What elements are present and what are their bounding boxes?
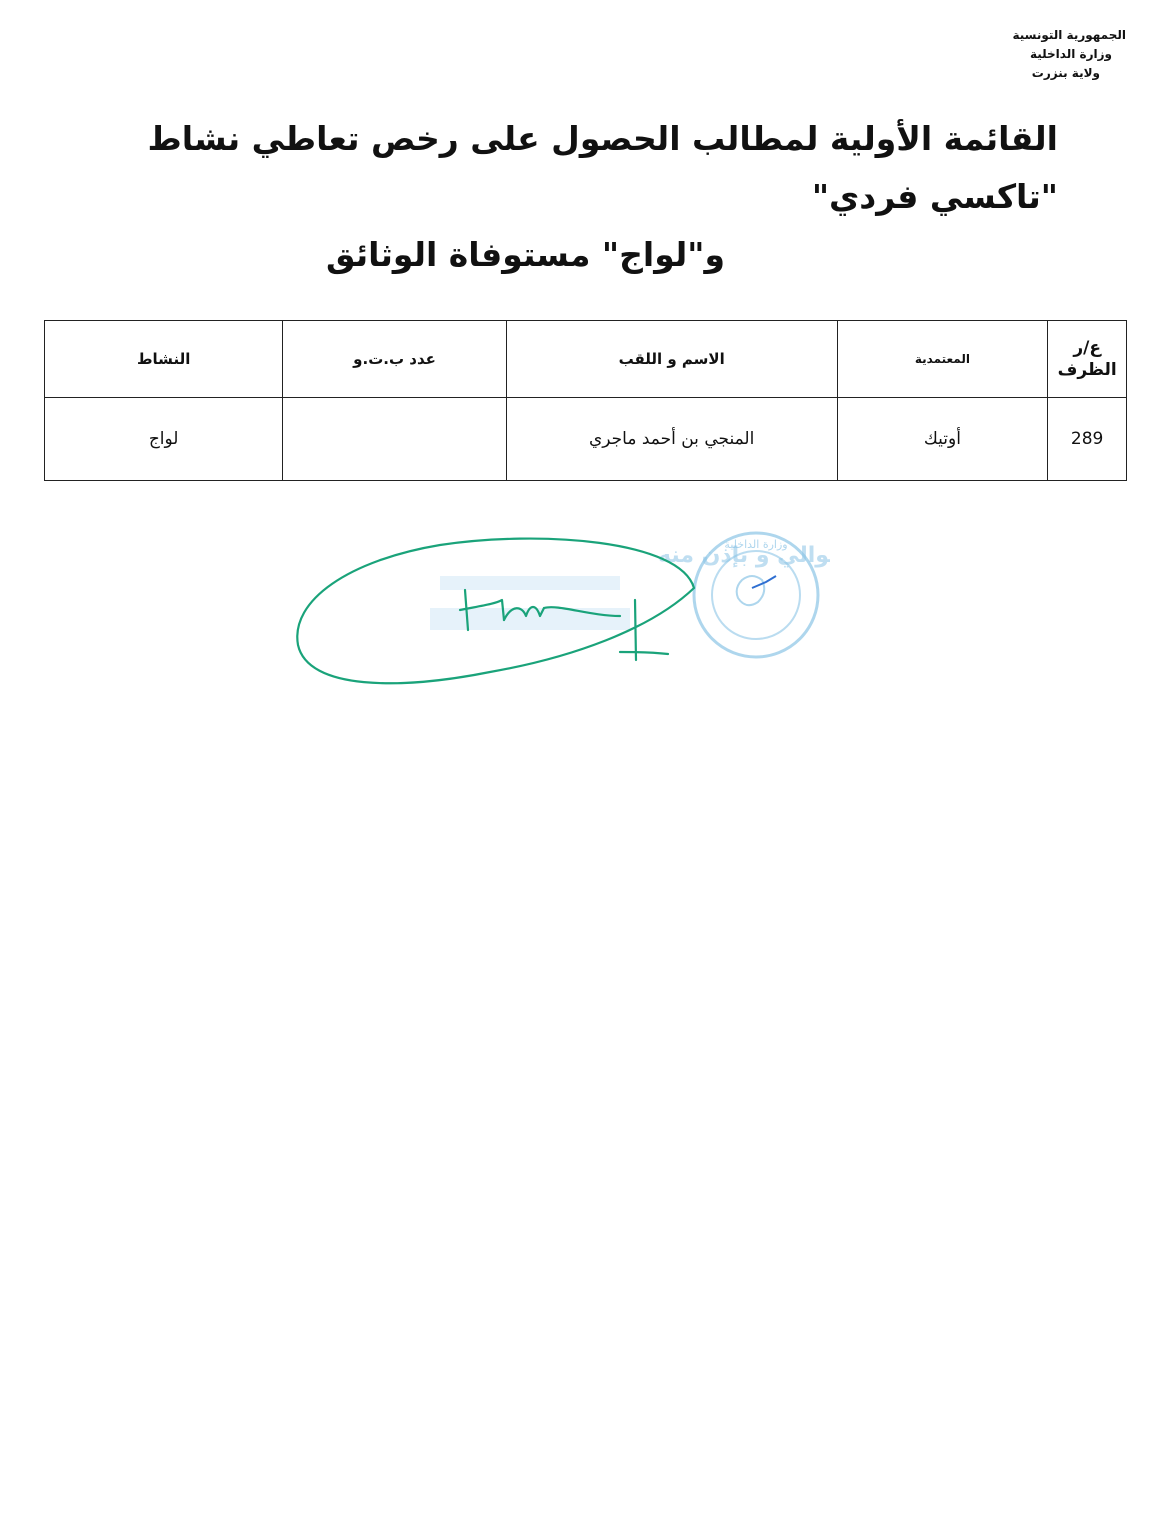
stamp-line (440, 576, 620, 590)
round-seal (694, 533, 818, 657)
cell-activity: لواج (45, 398, 283, 481)
header-delegation: المعتمدية (837, 321, 1048, 398)
stamp-line (430, 608, 630, 630)
cell-delegation: أوتيك (837, 398, 1048, 481)
official-stamp (430, 543, 830, 630)
cell-name: المنجي بن أحمد ماجري (506, 398, 837, 481)
header-activity: النشاط (45, 321, 283, 398)
header-count: عدد ب.ت.و (283, 321, 506, 398)
cell-count (283, 398, 506, 481)
header-number: ع/ر الظرف (1048, 321, 1127, 398)
document-title (40, 110, 1058, 284)
signature-svg (290, 520, 830, 700)
title-line-2: و"لواج" مستوفاة الوثائق (325, 235, 725, 274)
cell-number: 289 (1048, 398, 1127, 481)
table-row (45, 398, 1127, 481)
ministry-label: وزارة الداخلية (1029, 47, 1112, 61)
header-name: الاسم و اللقب (506, 321, 837, 398)
issuer-header (906, 26, 1126, 83)
applicants-table (44, 320, 1127, 481)
stamp-text: والي و بإذن منه (658, 543, 830, 568)
republic-label: الجمهورية التونسية (1012, 28, 1126, 42)
signature-and-seal (290, 520, 830, 700)
title-line-1: القائمة الأولية لمطالب الحصول على رخص تعاطي نشاط "تاكسي فردي" (147, 119, 1058, 216)
governorate-label: ولاية بنزرت (1031, 66, 1100, 80)
table-header-row (45, 321, 1127, 398)
seal-text: وزارة الداخلية (724, 538, 788, 551)
